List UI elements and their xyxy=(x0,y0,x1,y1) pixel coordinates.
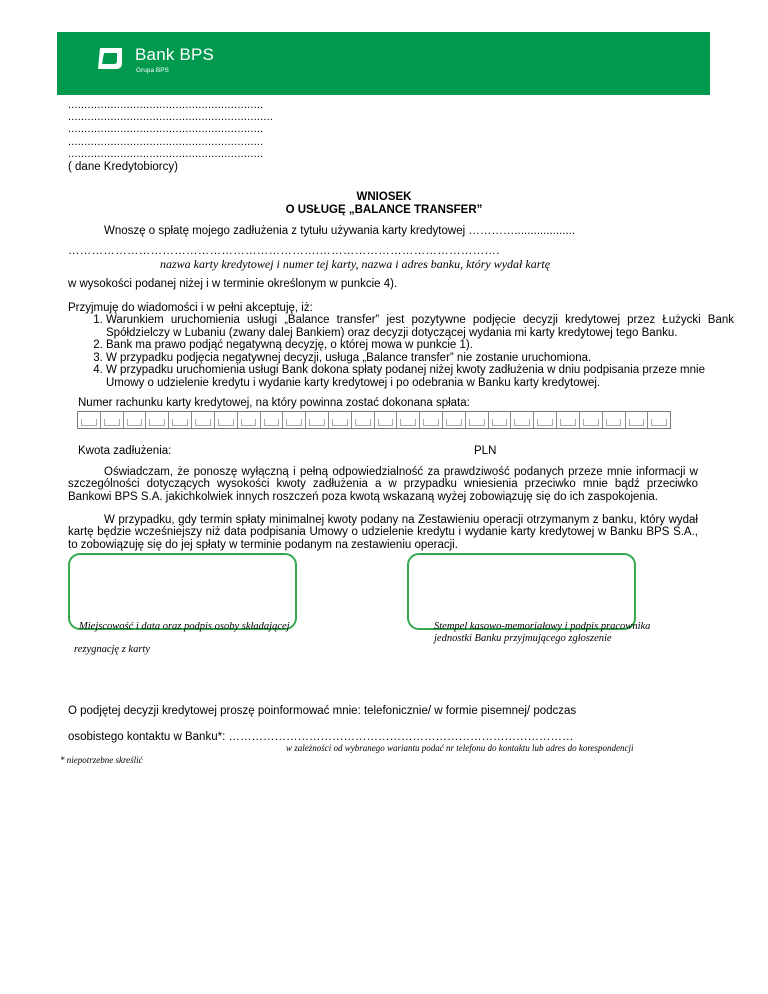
acceptance-item-3: 3. W przypadku podjęcia negatywnej decyzji, usługa „Balance transfer” nie zostanie uruchomiona. xyxy=(106,352,734,365)
borrower-line-2: ............................................................... xyxy=(68,111,274,123)
account-number-input[interactable] xyxy=(77,411,671,429)
borrower-line-3: ............................................................ xyxy=(68,123,264,135)
digit-underline xyxy=(583,419,599,426)
contact-details-hint: w zależności od wybranego wariantu podać nr telefonu do kontaktu lub adres do korespondencji xyxy=(286,743,634,753)
account-digit-cell[interactable] xyxy=(306,412,329,428)
debt-amount-label: Kwota zadłużenia: xyxy=(78,445,172,457)
bank-bps-logo-icon xyxy=(95,46,125,72)
applicant-signature-caption-2: rezygnację z karty xyxy=(74,644,151,655)
digit-underline xyxy=(400,419,416,426)
digit-underline xyxy=(492,419,508,426)
applicant-signature-box[interactable] xyxy=(68,553,297,630)
applicant-signature-caption: Miejscowość i data oraz podpis osoby składającej xyxy=(79,621,290,632)
account-digit-cell[interactable] xyxy=(443,412,466,428)
digit-underline xyxy=(104,419,120,426)
brand-name: Bank BPS xyxy=(135,45,215,64)
account-digit-cell[interactable] xyxy=(101,412,124,428)
digit-underline xyxy=(651,419,667,426)
digit-underline xyxy=(537,419,553,426)
account-digit-cell[interactable] xyxy=(420,412,443,428)
borrower-line-1: ............................................................ xyxy=(68,99,264,111)
account-digit-cell[interactable] xyxy=(192,412,215,428)
account-digit-cell[interactable] xyxy=(397,412,420,428)
card-details-caption: nazwa karty kredytowej i numer tej karty, nazwa i adres banku, który wydał kartę xyxy=(160,257,551,271)
digit-underline xyxy=(514,419,530,426)
digit-underline xyxy=(446,419,462,426)
borrower-line-4: ............................................................ xyxy=(68,136,264,148)
account-digit-cell[interactable] xyxy=(169,412,192,428)
account-digit-cell[interactable] xyxy=(261,412,284,428)
digit-underline xyxy=(309,419,325,426)
digit-underline xyxy=(81,419,97,426)
digit-underline xyxy=(423,419,439,426)
account-digit-cell[interactable] xyxy=(78,412,101,428)
bank-stamp-box[interactable] xyxy=(407,553,636,630)
digit-underline xyxy=(241,419,257,426)
brand-group: Grupa BPS xyxy=(136,67,169,74)
account-digit-cell[interactable] xyxy=(534,412,557,428)
account-digit-cell[interactable] xyxy=(146,412,169,428)
acceptance-item-1: 1. Warunkiem uruchomienia usługi „Balance transfer” jest pozytywne podjęcie decyzji kredytowej przez Łużycki Bank Spółdzielczy w Lubaniu (zwany dalej Bankiem) oraz decyzji dotyczącej wydania mi karty kredytowej tego Banku. xyxy=(106,314,734,339)
form-title: WNIOSEK xyxy=(356,191,412,203)
digit-underline xyxy=(172,419,188,426)
borrower-label: ( dane Kredytobiorcy) xyxy=(68,161,178,173)
footnote: * niepotrzebne skreślić xyxy=(60,755,143,765)
digit-underline xyxy=(378,419,394,426)
acceptance-item-4: 4. W przypadku uruchomienia usługi Bank dokona spłaty podanej niżej kwoty zadłużenia w dniu podpisania przeze mnie Umowy o udzielenie kredytu i wydanie karty kredytowej i po odebrania w Banku karty kredytowej. xyxy=(106,364,734,389)
account-digit-cell[interactable] xyxy=(329,412,352,428)
account-digit-cell[interactable] xyxy=(215,412,238,428)
amount-note: w wysokości podanej niżej i w terminie określonym w punkcie 4). xyxy=(68,278,398,290)
digit-underline xyxy=(218,419,234,426)
account-digit-cell[interactable] xyxy=(466,412,489,428)
bank-header-bar xyxy=(57,32,710,95)
acceptance-item-2: 2. Bank ma prawo podjąć negatywną decyzję, o której mowa w punkcie 1). xyxy=(106,339,734,352)
digit-underline xyxy=(606,419,622,426)
digit-underline xyxy=(332,419,348,426)
account-digit-cell[interactable] xyxy=(352,412,375,428)
borrower-line-5: ............................................................ xyxy=(68,148,264,160)
digit-underline xyxy=(264,419,280,426)
bank-stamp-caption-2: jednostki Banku przyjmującego zgłoszenie xyxy=(434,633,612,644)
digit-underline xyxy=(195,419,211,426)
account-digit-cell[interactable] xyxy=(648,412,670,428)
contact-preference-text: O podjętej decyzji kredytowej proszę poinformować mnie: telefonicznie/ w formie pisemnej/ podczas xyxy=(68,705,577,717)
contact-details-line: osobistego kontaktu w Banku*: ……………………………………………………………………………… xyxy=(68,731,574,743)
debt-currency: PLN xyxy=(474,445,497,457)
account-digit-cell[interactable] xyxy=(489,412,512,428)
account-digit-cell[interactable] xyxy=(580,412,603,428)
statement-repayment: W przypadku, gdy termin spłaty minimalnej kwoty podany na Zestawieniu operacji otrzymanym z banku, który wydał kartę będzie wcześniejszy niż data podpisania Umowy o udzielenie kredytu i wydanie karty kredytowej w Banku BPS S.A., to zobowiązuję się do jej spłaty w terminie podanym na zestawieniu operacji. xyxy=(68,514,698,551)
bank-stamp-caption-1: Stempel kasowo-memoriałowy i podpis pracownika xyxy=(434,621,651,632)
request-text: Wnoszę o spłatę mojego zadłużenia z tytułu używania karty kredytowej …………................... xyxy=(104,225,576,237)
digit-underline xyxy=(149,419,165,426)
account-digit-cell[interactable] xyxy=(375,412,398,428)
account-digit-cell[interactable] xyxy=(511,412,534,428)
account-digit-cell[interactable] xyxy=(557,412,580,428)
digit-underline xyxy=(469,419,485,426)
account-digit-cell[interactable] xyxy=(283,412,306,428)
account-digit-cell[interactable] xyxy=(603,412,626,428)
form-subtitle: O USŁUGĘ „BALANCE TRANSFER” xyxy=(285,204,483,216)
card-details-dot-line: ……………………………………………………….………………………………………. xyxy=(68,245,500,257)
statement-responsibility: Oświadczam, że ponoszę wyłączną i pełną odpowiedzialność za prawdziwość podanych przeze mnie informacji w szczególności dotyczących wysokości kwoty zadłużenia a w przypadku wniesienia przeciwko mnie bądź przeciwko Bankowi BPS S.A. jakichkolwiek innych roszczeń poza kwotą wskazaną wyżej zobowiązuję się do ich zaspokojenia. xyxy=(68,466,698,503)
digit-underline xyxy=(355,419,371,426)
account-number-label: Numer rachunku karty kredytowej, na który powinna zostać dokonana spłata: xyxy=(78,397,470,409)
account-digit-cell[interactable] xyxy=(124,412,147,428)
acceptance-intro: Przyjmuję do wiadomości i w pełni akceptuję, iż: xyxy=(68,302,313,314)
digit-underline xyxy=(127,419,143,426)
digit-underline xyxy=(629,419,645,426)
account-digit-cell[interactable] xyxy=(626,412,649,428)
account-digit-cell[interactable] xyxy=(238,412,261,428)
acceptance-list xyxy=(73,314,734,390)
digit-underline xyxy=(286,419,302,426)
digit-underline xyxy=(560,419,576,426)
